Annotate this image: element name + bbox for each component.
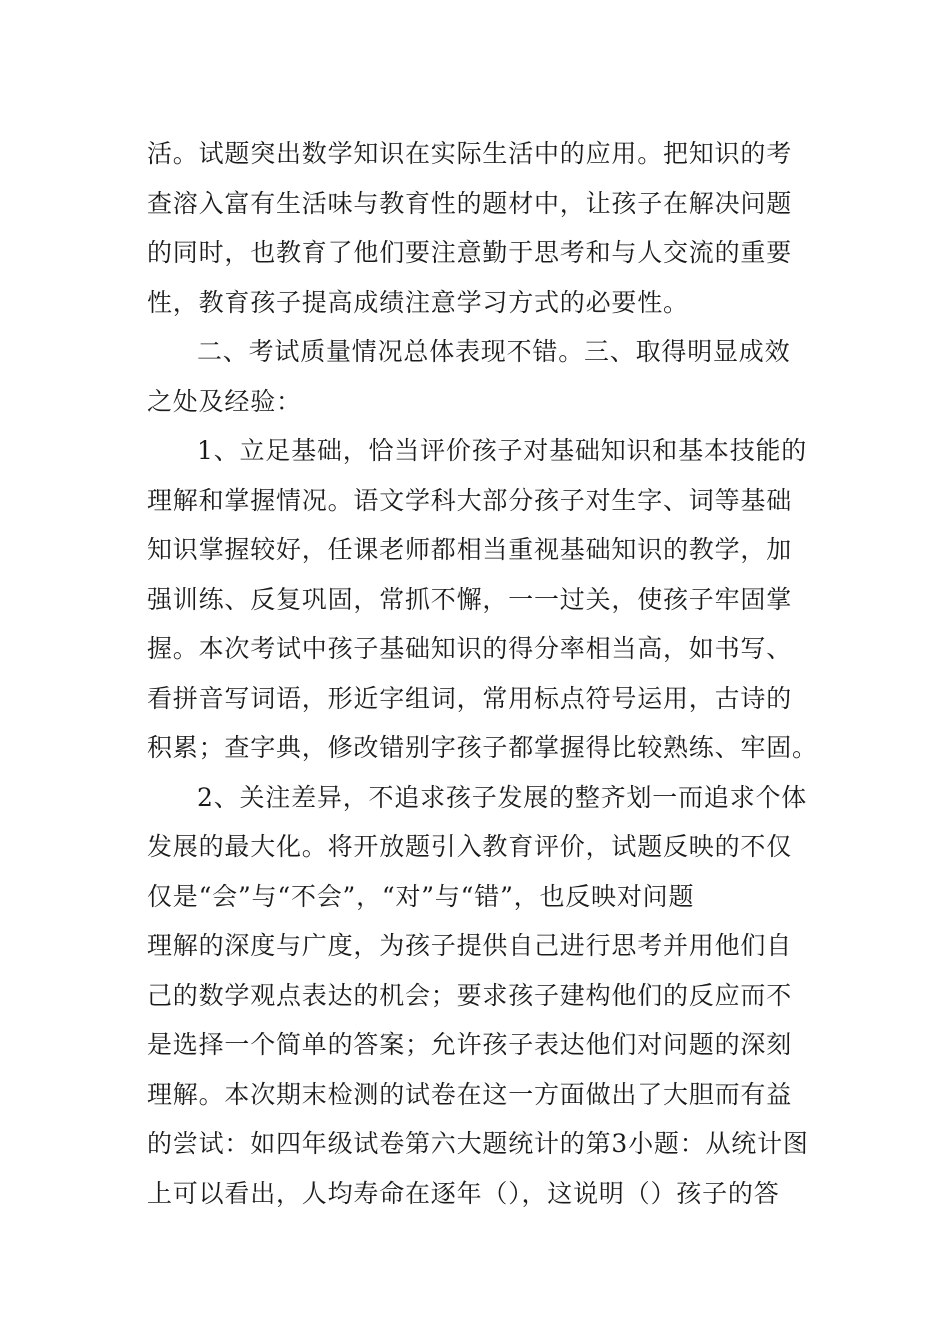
paragraph-start-line: 2、关注差异，不追求孩子发展的整齐划一而追求个体 <box>197 782 808 812</box>
text-line: 积累；查字典，修改错别字孩子都掌握得比较熟练、牢固。 <box>147 733 818 762</box>
text-line: 理解的深度与广度，为孩子提供自己进行思考并用他们自 <box>147 931 793 960</box>
body-text <box>147 129 818 1218</box>
text-line: 理解和掌握情况。语文学科大部分孩子对生字、词等基础 <box>147 485 793 515</box>
text-line: 活。试题突出数学知识在实际生活中的应用。把知识的考 <box>147 139 793 168</box>
text-line: 性，教育孩子提高成绩注意学习方式的必要性。 <box>147 287 689 317</box>
text-line: 己的数学观点表达的机会；要求孩子建构他们的反应而不 <box>147 980 793 1010</box>
paragraph-start-line: 1、立足基础，恰当评价孩子对基础知识和基本技能的 <box>197 436 808 465</box>
text-line: 上可以看出，人均寿命在逐年（），这说明（）孩子的答 <box>147 1178 780 1208</box>
text-line: 的同时，也教育了他们要注意勤于思考和与人交流的重要 <box>147 238 793 267</box>
text-line: 仅是“会”与“不会”，“对”与“错”，也反映对问题 <box>147 881 695 911</box>
text-line: 发展的最大化。将开放题引入教育评价，试题反映的不仅 <box>147 832 793 861</box>
text-line: 看拼音写词语，形近字组词，常用标点符号运用，古诗的 <box>147 683 793 713</box>
text-line: 之处及经验： <box>147 386 302 416</box>
text-line: 握。本次考试中孩子基础知识的得分率相当高，如书写、 <box>147 634 793 663</box>
text-line: 强训练、反复巩固，常抓不懈，一一过关，使孩子牢固掌 <box>147 584 793 614</box>
text-line: 知识掌握较好，任课老师都相当重视基础知识的教学，加 <box>147 535 793 564</box>
text-line: 是选择一个简单的答案；允许孩子表达他们对问题的深刻 <box>147 1030 793 1059</box>
paragraph-start-line: 二、考试质量情况总体表现不错。三、取得明显成效 <box>197 337 791 366</box>
text-line: 理解。本次期末检测的试卷在这一方面做出了大胆而有益 <box>147 1079 793 1109</box>
text-line: 查溶入富有生活味与教育性的题材中，让孩子在解决问题 <box>147 188 793 218</box>
text-line: 的尝试：如四年级试卷第六大题统计的第3小题：从统计图 <box>147 1129 809 1158</box>
